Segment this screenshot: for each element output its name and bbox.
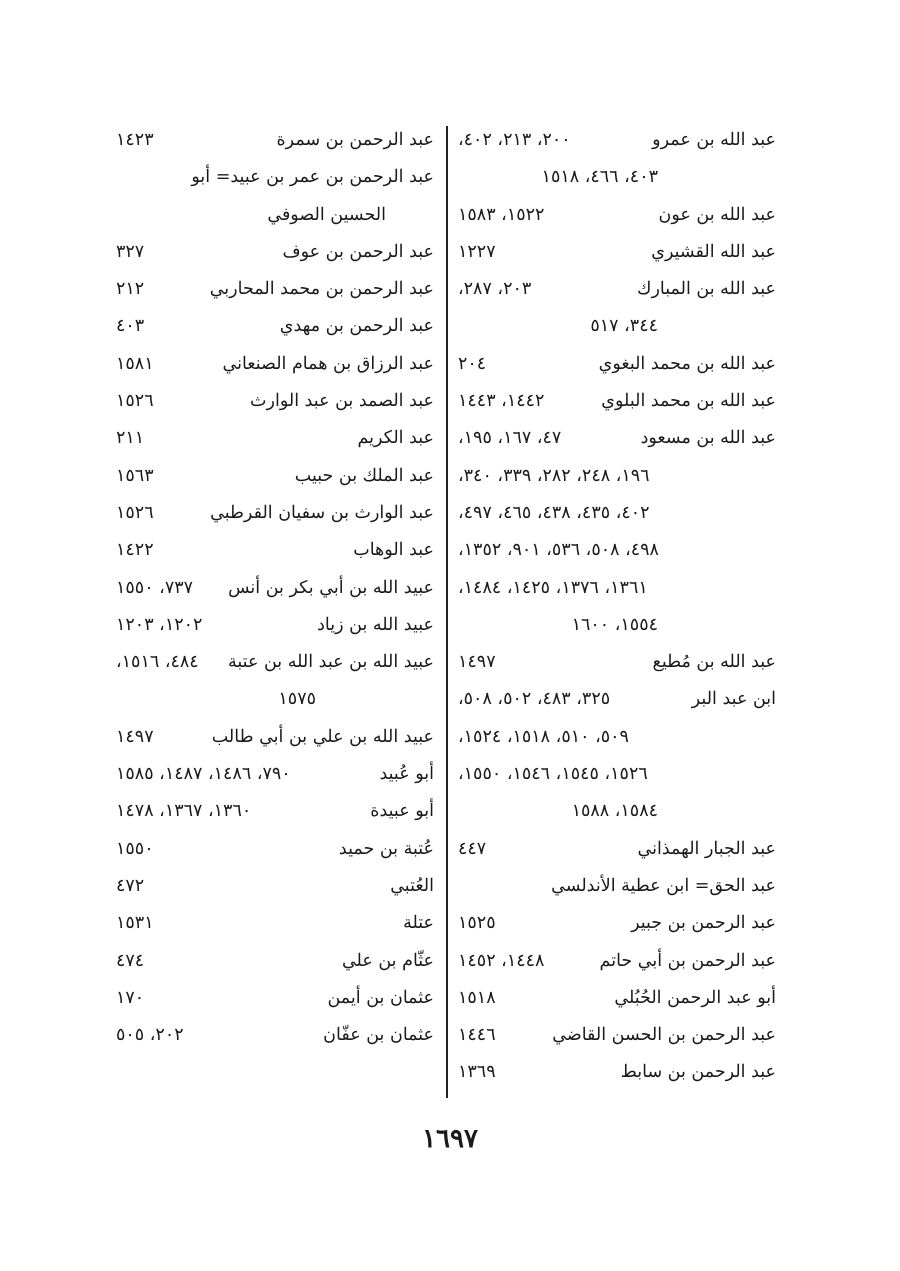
entry-page-refs: ٣٢٥، ٤٨٣، ٥٠٢، ٥٠٨، — [458, 689, 611, 710]
entry-name: عبد الله بن عمرو — [652, 130, 776, 150]
entry-page-refs: ١٣٦٠، ١٣٦٧، ١٤٧٨ — [116, 801, 252, 822]
entry-name: أبو عُبيد — [379, 764, 434, 785]
entry-name: عبد الله بن مُطيع — [652, 652, 776, 673]
entry-page-refs: ٤٤٧ — [458, 838, 487, 859]
index-entry — [116, 719, 434, 756]
entry-page-refs: ١٤٢٣ — [116, 130, 154, 150]
index-entry — [116, 532, 434, 569]
entry-name: عثمان بن عفّان — [323, 1025, 434, 1046]
entry-page-refs: ١٥٨١ — [116, 353, 154, 374]
entry-name: عبيد الله بن علي بن أبي طالب — [211, 726, 434, 747]
index-entry — [116, 346, 434, 383]
index-entry — [458, 1054, 776, 1091]
index-entry — [116, 793, 434, 830]
index-entry — [458, 681, 776, 718]
entry-name: عبد الله القشيري — [651, 241, 776, 262]
entry-name: عُتبة بن حميد — [338, 838, 434, 859]
entry-name: عبد الوهاب — [353, 540, 434, 561]
entry-page-refs-continuation: ٤٠٣، ٤٦٦، ١٥١٨ — [541, 167, 658, 188]
entry-page-refs: ٤٧٢ — [116, 875, 145, 896]
entry-page-refs: ٢٠٤ — [458, 353, 487, 374]
entry-name: عبد الرحمن بن أبي حاتم — [599, 950, 776, 971]
index-entry — [458, 831, 776, 868]
index-entry — [116, 495, 434, 532]
index-entry — [458, 234, 776, 271]
index-entry — [116, 159, 434, 196]
entry-page-refs: ٢٠٣، ٢٨٧، — [458, 279, 532, 300]
index-entry — [116, 383, 434, 420]
entry-page-refs-continuation: ٤٩٨، ٥٠٨، ٥٣٦، ٩٠١، ١٣٥٢، — [458, 540, 659, 561]
entry-name: عبد الرحمن بن مهدي — [279, 316, 434, 337]
index-column-right — [458, 122, 776, 1092]
index-entry — [116, 607, 434, 644]
entry-name: عبيد الله بن زياد — [317, 614, 434, 635]
entry-page-refs: ١٥٢٢، ١٥٨٣ — [458, 204, 545, 225]
entry-name-continuation: الحسين الصوفي — [267, 204, 386, 225]
entry-page-refs-continuation: ١٥٨٤، ١٥٨٨ — [571, 801, 658, 822]
entry-name: عثّام بن علي — [341, 950, 434, 971]
entry-name: عبد الله بن محمد البغوي — [598, 353, 776, 374]
entry-page-refs-continuation: ١٥٧٥ — [278, 689, 316, 710]
index-entry — [458, 868, 776, 905]
entry-name: عبد الله بن محمد البلوي — [601, 391, 776, 412]
entry-page-refs: ١٧٠ — [116, 987, 145, 1008]
entry-name: عبد الرحمن بن محمد المحاربي — [209, 279, 434, 300]
index-entry — [116, 905, 434, 942]
entry-page-refs-continuation: ٤٠٢، ٤٣٥، ٤٣٨، ٤٦٥، ٤٩٧، — [458, 502, 650, 523]
entry-name: عبد الله بن عون — [658, 204, 776, 225]
index-entry — [116, 420, 434, 457]
entry-page-refs: ١٢٢٧ — [458, 241, 496, 262]
entry-name: عبيد الله بن عبد الله بن عتبة — [228, 652, 434, 673]
entry-page-refs: ٢٠٠، ٢١٣، ٤٠٢، — [458, 130, 571, 150]
entry-page-refs: ١٥٦٣ — [116, 465, 154, 486]
index-entry — [116, 122, 434, 159]
index-entry — [116, 756, 434, 793]
entry-page-refs: ٣٢٧ — [116, 241, 145, 262]
entry-page-refs: ١٤٩٧ — [116, 726, 154, 747]
entry-page-refs-continuation: ١٥٥٤، ١٦٠٠ — [571, 614, 658, 635]
index-entry — [116, 271, 434, 308]
entry-page-refs: ١٢٠٢، ١٢٠٣ — [116, 614, 203, 635]
entry-page-refs: ٢١٢ — [116, 279, 145, 300]
index-entry — [458, 271, 776, 308]
entry-page-refs: ١٤٩٧ — [458, 652, 496, 673]
index-entry — [458, 1017, 776, 1054]
entry-name: عبد الملك بن حبيب — [294, 465, 434, 486]
entry-page-refs-continuation: ٥٠٩، ٥١٠، ١٥١٨، ١٥٢٤، — [458, 726, 629, 747]
entry-name: عبد الرحمن بن عمر بن عبيد= أبو — [191, 167, 434, 188]
index-entry — [116, 1017, 434, 1054]
entry-name: عبد الحق= ابن عطية الأندلسي — [551, 875, 776, 896]
entry-name: عثمان بن أيمن — [327, 987, 434, 1008]
entry-name: عبد الرزاق بن همام الصنعاني — [222, 353, 434, 374]
index-entry — [116, 831, 434, 868]
entry-page-refs: ٤٠٣ — [116, 316, 145, 337]
index-entry — [458, 197, 776, 234]
entry-page-refs: ٤٧٤ — [116, 950, 145, 971]
entry-name: عتلة — [403, 913, 434, 934]
entry-name: عبد الله بن مسعود — [640, 428, 776, 449]
entry-page-refs: ١٤٤٨، ١٤٥٢ — [458, 950, 545, 971]
column-divider — [446, 126, 448, 1098]
entry-page-refs: ١٤٢٢ — [116, 540, 154, 561]
index-entry — [116, 570, 434, 607]
entry-name: عبد الصمد بن عبد الوارث — [250, 391, 434, 412]
entry-page-refs: ١٥٣١ — [116, 913, 154, 934]
entry-page-refs: ١٥٢٦ — [116, 502, 154, 523]
entry-page-refs: ٢١١ — [116, 428, 145, 449]
entry-name: العُتبي — [390, 875, 434, 896]
entry-name: أبو عبيدة — [370, 801, 434, 822]
entry-name: عبد الجبار الهمذاني — [637, 838, 776, 859]
index-entry — [458, 905, 776, 942]
index-column-left — [116, 122, 434, 1054]
entry-name: عبيد الله بن أبي بكر بن أنس — [228, 577, 434, 598]
index-entry — [116, 980, 434, 1017]
entry-name: أبو عبد الرحمن الحُبُلي — [614, 987, 776, 1008]
entry-page-refs-continuation: ١٩٦، ٢٤٨، ٢٨٢، ٣٣٩، ٣٤٠، — [458, 465, 650, 486]
entry-page-refs: ٤٧، ١٦٧، ١٩٥، — [458, 428, 562, 449]
index-entry — [116, 868, 434, 905]
entry-page-refs: ١٣٦٩ — [458, 1062, 496, 1083]
index-entry — [458, 122, 776, 159]
entry-page-refs: ٤٨٤، ١٥١٦، — [116, 652, 199, 673]
entry-page-refs: ٧٣٧، ١٥٥٠ — [116, 577, 194, 598]
entry-page-refs: ١٥١٨ — [458, 987, 496, 1008]
page-number: ١٦٩٧ — [422, 1124, 478, 1154]
entry-name: عبد الوارث بن سفيان القرطبي — [210, 502, 434, 523]
index-entry — [116, 308, 434, 345]
index-entry — [458, 420, 776, 457]
entry-name: عبد الرحمن بن عوف — [282, 241, 434, 262]
index-entry — [458, 383, 776, 420]
entry-page-refs: ١٤٤٦ — [458, 1025, 496, 1046]
index-entry — [116, 943, 434, 980]
index-entry — [458, 980, 776, 1017]
entry-name: عبد الرحمن بن الحسن القاضي — [552, 1025, 776, 1046]
entry-page-refs: ٧٩٠، ١٤٨٦، ١٤٨٧، ١٥٨٥ — [116, 764, 291, 785]
entry-name: عبد الرحمن بن سابط — [620, 1062, 776, 1083]
index-entry — [458, 346, 776, 383]
entry-page-refs: ١٥٢٥ — [458, 913, 496, 934]
index-entry — [116, 458, 434, 495]
entry-page-refs: ٢٠٢، ٥٠٥ — [116, 1025, 184, 1046]
index-entry — [458, 943, 776, 980]
entry-page-refs-continuation: ١٥٢٦، ١٥٤٥، ١٥٤٦، ١٥٥٠، — [458, 764, 648, 785]
index-entry — [116, 644, 434, 681]
entry-page-refs: ١٥٢٦ — [116, 391, 154, 412]
entry-page-refs-continuation: ١٣٦١، ١٣٧٦، ١٤٢٥، ١٤٨٤، — [458, 577, 648, 598]
index-entry — [458, 644, 776, 681]
entry-name: ابن عبد البر — [691, 689, 776, 710]
entry-name: عبد الرحمن بن سمرة — [276, 130, 434, 150]
index-entry — [116, 234, 434, 271]
entry-page-refs-continuation: ٣٤٤، ٥١٧ — [590, 316, 658, 337]
entry-name: عبد الكريم — [357, 428, 434, 449]
entry-page-refs: ١٥٥٠ — [116, 838, 154, 859]
entry-page-refs: ١٤٤٢، ١٤٤٣ — [458, 391, 545, 412]
entry-name: عبد الرحمن بن جبير — [631, 913, 776, 934]
entry-name: عبد الله بن المبارك — [637, 279, 776, 300]
